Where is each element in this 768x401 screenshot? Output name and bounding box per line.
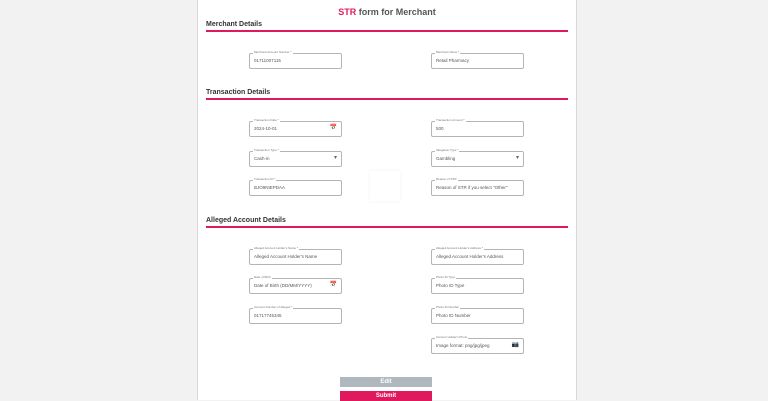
field-label: Transaction ID * [254, 177, 276, 181]
field-label: Merchant Name * [436, 50, 460, 54]
field-value: Retail Pharmacy [436, 58, 470, 63]
transaction-id-field[interactable] [249, 177, 342, 196]
field-label: Alleged Account Holder's Address * [436, 246, 483, 250]
merchant-account-number-field[interactable] [249, 50, 342, 69]
field-value: 01717745345 [254, 313, 282, 318]
field-value: BJO9NIEPDAA [254, 185, 286, 190]
field-placeholder: Alleged Account Holder's Name [254, 254, 318, 259]
field-label: Alleged Account Holder's Name * [254, 246, 299, 250]
account-holder-photo-upload[interactable] [431, 335, 524, 354]
calendar-icon[interactable]: 📅 [329, 282, 337, 288]
field-placeholder: Photo ID Type [436, 283, 465, 288]
loading-overlay-box [370, 171, 400, 201]
field-value: Gambling [436, 156, 456, 161]
calendar-icon[interactable]: 📅 [329, 125, 337, 131]
field-value: Cash-in [254, 156, 270, 161]
photo-id-type-field[interactable] [431, 275, 524, 294]
field-placeholder: Photo ID Number [436, 313, 471, 318]
page-title [198, 7, 576, 17]
field-label: Allegation Type * [436, 148, 459, 152]
alleged-account-number-field[interactable] [249, 305, 342, 324]
merchant-name-field[interactable] [431, 50, 524, 69]
reason-of-str-field[interactable] [431, 177, 524, 196]
alleged-holder-address-field[interactable] [431, 246, 524, 265]
transaction-type-select[interactable] [249, 148, 342, 167]
field-value: 2024-10-01 [254, 126, 278, 131]
title-rest: form for Merchant [356, 7, 436, 17]
section-title-merchant: Merchant Details [206, 21, 263, 28]
section-title-alleged: Alleged Account Details [206, 217, 286, 224]
field-label: Transaction Date * [254, 118, 279, 122]
photo-id-number-field[interactable] [431, 305, 524, 324]
edit-button[interactable]: Edit [340, 377, 432, 387]
field-label: Photo ID Type [436, 275, 455, 279]
chevron-down-icon[interactable]: ▾ [515, 155, 519, 161]
transaction-date-field[interactable] [249, 118, 342, 137]
section-transaction-details [206, 89, 568, 100]
field-placeholder: Alleged Account Holder's Address [436, 254, 504, 259]
field-label: Date of Birth [254, 275, 271, 279]
field-placeholder: Date of Birth (DD/MM/YYYY) [254, 283, 312, 288]
field-label: Merchant Account Number * [254, 50, 292, 54]
field-label: Account Number of Alleged * [254, 305, 293, 309]
camera-icon[interactable]: 📷 [511, 342, 519, 348]
section-divider [206, 226, 568, 228]
submit-button[interactable]: Submit [340, 391, 432, 401]
field-label: Account Holder's Photo [436, 335, 468, 339]
field-value: 01711007115 [254, 58, 281, 63]
section-merchant-details [206, 21, 568, 32]
section-title-transaction: Transaction Details [206, 89, 271, 96]
field-value: 500 [436, 126, 444, 131]
field-label: Reason of STR [436, 177, 457, 181]
field-placeholder: Image format: png/jpg/jpeg [436, 343, 490, 348]
date-of-birth-field[interactable] [249, 275, 342, 294]
section-alleged-account-details [206, 217, 568, 228]
section-divider [206, 98, 568, 100]
field-label: Transaction Amount * [436, 118, 465, 122]
section-divider [206, 30, 568, 32]
alleged-holder-name-field[interactable] [249, 246, 342, 265]
allegation-type-select[interactable] [431, 148, 524, 167]
field-label: Photo ID Number [436, 305, 460, 309]
field-placeholder: Reason of STR if you select "Other" [436, 185, 508, 190]
field-label: Transaction Type * [254, 148, 279, 152]
title-highlight: STR [338, 7, 357, 17]
transaction-amount-field[interactable] [431, 118, 524, 137]
chevron-down-icon[interactable]: ▾ [333, 155, 337, 161]
